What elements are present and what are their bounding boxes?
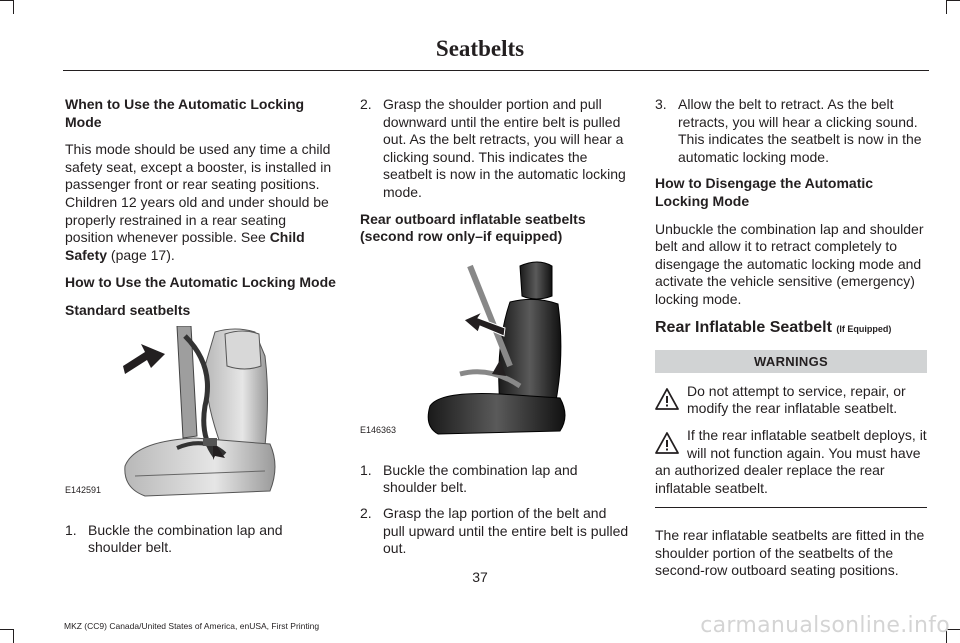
crop-mark bbox=[0, 629, 14, 630]
heading-disengage: How to Disengage the Automatic Locking Mode bbox=[655, 175, 874, 209]
warnings-header: WARNINGS bbox=[655, 350, 927, 373]
section-title bbox=[655, 319, 927, 339]
figure-rear-seatbelt bbox=[360, 256, 632, 442]
seatbelt-seat-illustration bbox=[65, 326, 337, 502]
warning-triangle-icon bbox=[655, 431, 679, 455]
column-3 bbox=[655, 96, 927, 590]
edition-footer: MKZ (CC9) Canada/United States of America, enUSA, First Printing bbox=[64, 621, 320, 631]
heading-standard-seatbelts: Standard seatbelts bbox=[65, 301, 191, 318]
figure-id: E142591 bbox=[65, 484, 102, 495]
paragraph-rear-inflatable: The rear inflatable seatbelts are fitted in the shoulder portion of the seatbelts of the second-row outboard seating positions. bbox=[655, 527, 925, 579]
column-2 bbox=[360, 96, 632, 566]
crop-mark bbox=[13, 0, 14, 14]
seatbelt-seat-illustration bbox=[360, 256, 632, 442]
section-title-suffix: (If Equipped) bbox=[836, 323, 892, 334]
warning-item bbox=[655, 383, 927, 418]
figure-standard-seatbelt bbox=[65, 326, 337, 502]
step-item bbox=[360, 96, 632, 202]
step-item bbox=[65, 522, 337, 557]
step-number: 1. bbox=[65, 521, 77, 538]
step-text: Grasp the shoulder portion and pull downward until the entire belt is pulled out. As the belt retracts, you will hear a clicking sound. This indicates the seatbelt is now in the automatic locking mode. bbox=[383, 96, 626, 200]
paragraph-automatic-locking bbox=[65, 141, 337, 264]
warnings-divider bbox=[655, 507, 927, 508]
crop-mark bbox=[946, 0, 947, 14]
step-item bbox=[360, 462, 632, 497]
warning-triangle-icon bbox=[655, 387, 679, 411]
crop-mark bbox=[0, 0, 14, 1]
step-number: 2. bbox=[360, 96, 372, 112]
warning-text: Do not attempt to service, repair, or modify the rear inflatable seatbelt. bbox=[687, 382, 906, 417]
paragraph-disengage: Unbuckle the combination lap and shoulder belt and allow it to retract completely to disengage the automatic locking mode and activate the vehicle sensitive (emergency) locking mode. bbox=[655, 220, 924, 307]
page-title: Seatbelts bbox=[435, 36, 525, 61]
step-number: 3. bbox=[655, 96, 667, 112]
paragraph-text: This mode should be used any time a child safety seat, except a booster, is installed in passenger front or rear seating positions. Children 12 years old and under should be properly restrained in a rear seating position whenever possible. See bbox=[65, 141, 332, 246]
warning-text: If the rear inflatable seatbelt deploys, it will not function again. You must have an authorized dealer replace the rear inflatable seatbelt. bbox=[655, 426, 927, 496]
step-text: Buckle the combination lap and shoulder belt. bbox=[88, 521, 283, 556]
column-1 bbox=[65, 96, 337, 565]
step-item bbox=[360, 505, 632, 558]
step-text: Allow the belt to retract. As the belt retracts, you will hear a clicking sound. This indicates the seatbelt is now in the automatic locking mode. bbox=[678, 96, 922, 165]
step-text: Grasp the lap portion of the belt and pull upward until the entire belt is pulled out. bbox=[383, 504, 629, 557]
crop-mark bbox=[13, 629, 14, 643]
step-item bbox=[655, 96, 927, 166]
page-ref: (page 17). bbox=[107, 246, 175, 263]
step-number: 1. bbox=[360, 461, 372, 478]
crop-mark bbox=[946, 0, 960, 1]
section-title-text: Rear Inflatable Seatbelt bbox=[655, 318, 832, 336]
child-safety-link[interactable]: Child Safety bbox=[65, 229, 305, 263]
warning-item bbox=[655, 427, 927, 497]
step-number: 2. bbox=[360, 504, 372, 521]
heading-how-to-use: How to Use the Automatic Locking Mode bbox=[65, 274, 336, 291]
heading-when-to-use: When to Use the Automatic Locking Mode bbox=[65, 96, 305, 130]
figure-id: E146363 bbox=[360, 425, 397, 436]
watermark: carmanualsonline.info bbox=[700, 613, 950, 638]
page-number: 37 bbox=[472, 569, 488, 585]
heading-rear-outboard: Rear outboard inflatable seatbelts (second row only–if equipped) bbox=[360, 210, 586, 245]
header-divider bbox=[63, 70, 929, 71]
step-text: Buckle the combination lap and shoulder belt. bbox=[383, 461, 578, 496]
